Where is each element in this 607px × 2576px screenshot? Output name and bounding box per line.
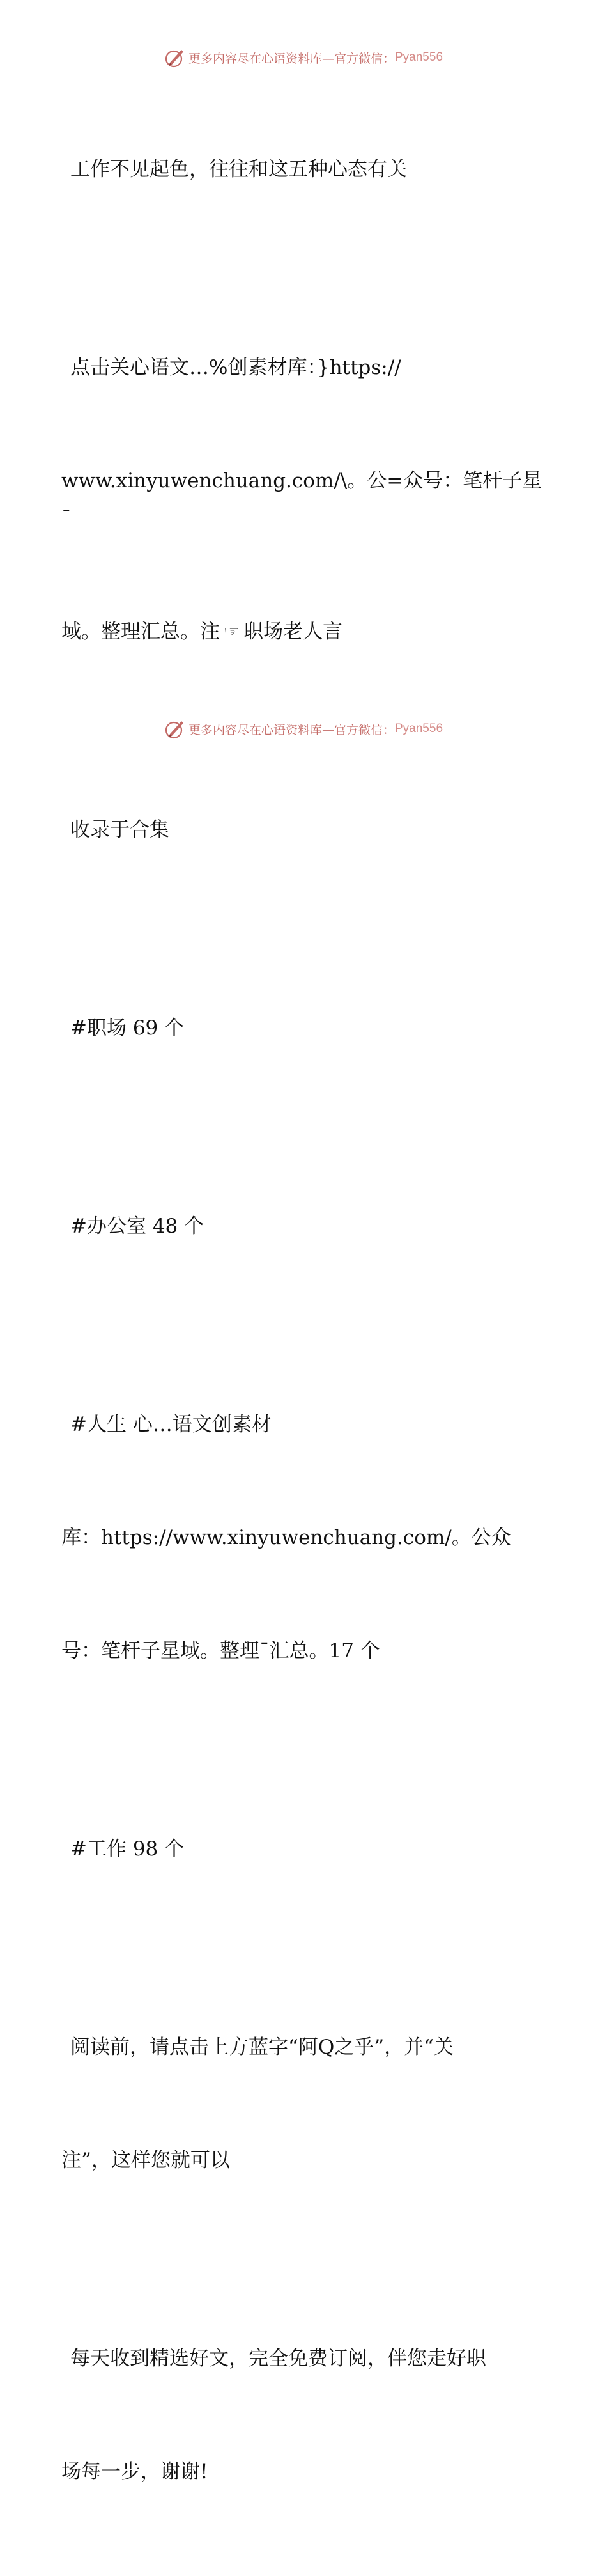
tag-work[interactable] (61, 1755, 547, 1944)
pointing-hand-icon: ☞ (224, 621, 240, 643)
source-line-3: 域。整理汇总。注 (61, 620, 220, 643)
collection-label-text: 收录于合集 (70, 818, 169, 841)
author-name: 职场老人言 (243, 620, 343, 643)
watermark-text: 更多内容尽在心语资料库—官方微信： (188, 722, 395, 737)
article-body (61, 75, 547, 2576)
tag-life-line-2[interactable]: 库：https://www.xinyuwenchuang.com/。公众 (61, 1526, 511, 1549)
collection-label (61, 736, 547, 925)
follow-prompt (61, 1953, 547, 2255)
subscribe-line-1: 每天收到精选好文，完全免费订阅，伴您走好职 (70, 2347, 486, 2370)
tag-workplace[interactable] (61, 934, 547, 1123)
follow-line-2: 注”，这样您就可以 (61, 2149, 230, 2172)
tag-work-text[interactable]: #工作 98 个 (70, 1838, 185, 1861)
source-paragraph (61, 274, 547, 726)
header-watermark (0, 45, 607, 70)
subscribe-line-2: 场每一步，谢谢! (61, 2460, 208, 2483)
tag-office-text[interactable]: #办公室 48 个 (70, 1215, 204, 1238)
article-title (61, 75, 547, 264)
tag-life-line-1[interactable]: #人生 心…语文创素材 (70, 1413, 272, 1436)
watermark-handle: Pyan556 (395, 722, 443, 735)
quill-pen-logo-icon (164, 47, 186, 68)
footer-watermark (0, 716, 607, 742)
title-text: 工作不见起色，往往和这五种心态有关 (70, 158, 407, 181)
source-line-1: 点击关心语文…%创素材库：}https:// (70, 356, 401, 379)
tag-life[interactable] (61, 1331, 547, 1745)
watermark-handle: Pyan556 (395, 51, 443, 64)
tag-workplace-text[interactable]: #职场 69 个 (70, 1017, 185, 1040)
quill-pen-logo-icon (164, 718, 186, 740)
follow-line-1: 阅读前，请点击上方蓝字“阿Q之乎”，并“关 (70, 2036, 454, 2059)
tag-office[interactable] (61, 1132, 547, 1321)
source-line-2: www.xinyuwenchuang.com/\。公=众号：笔杆子星¯ (61, 469, 542, 530)
subscribe-note (61, 2265, 547, 2566)
tag-life-line-3[interactable]: 号：笔杆子星域。整理¯汇总。17 个 (61, 1639, 380, 1662)
watermark-text: 更多内容尽在心语资料库—官方微信： (188, 51, 395, 66)
